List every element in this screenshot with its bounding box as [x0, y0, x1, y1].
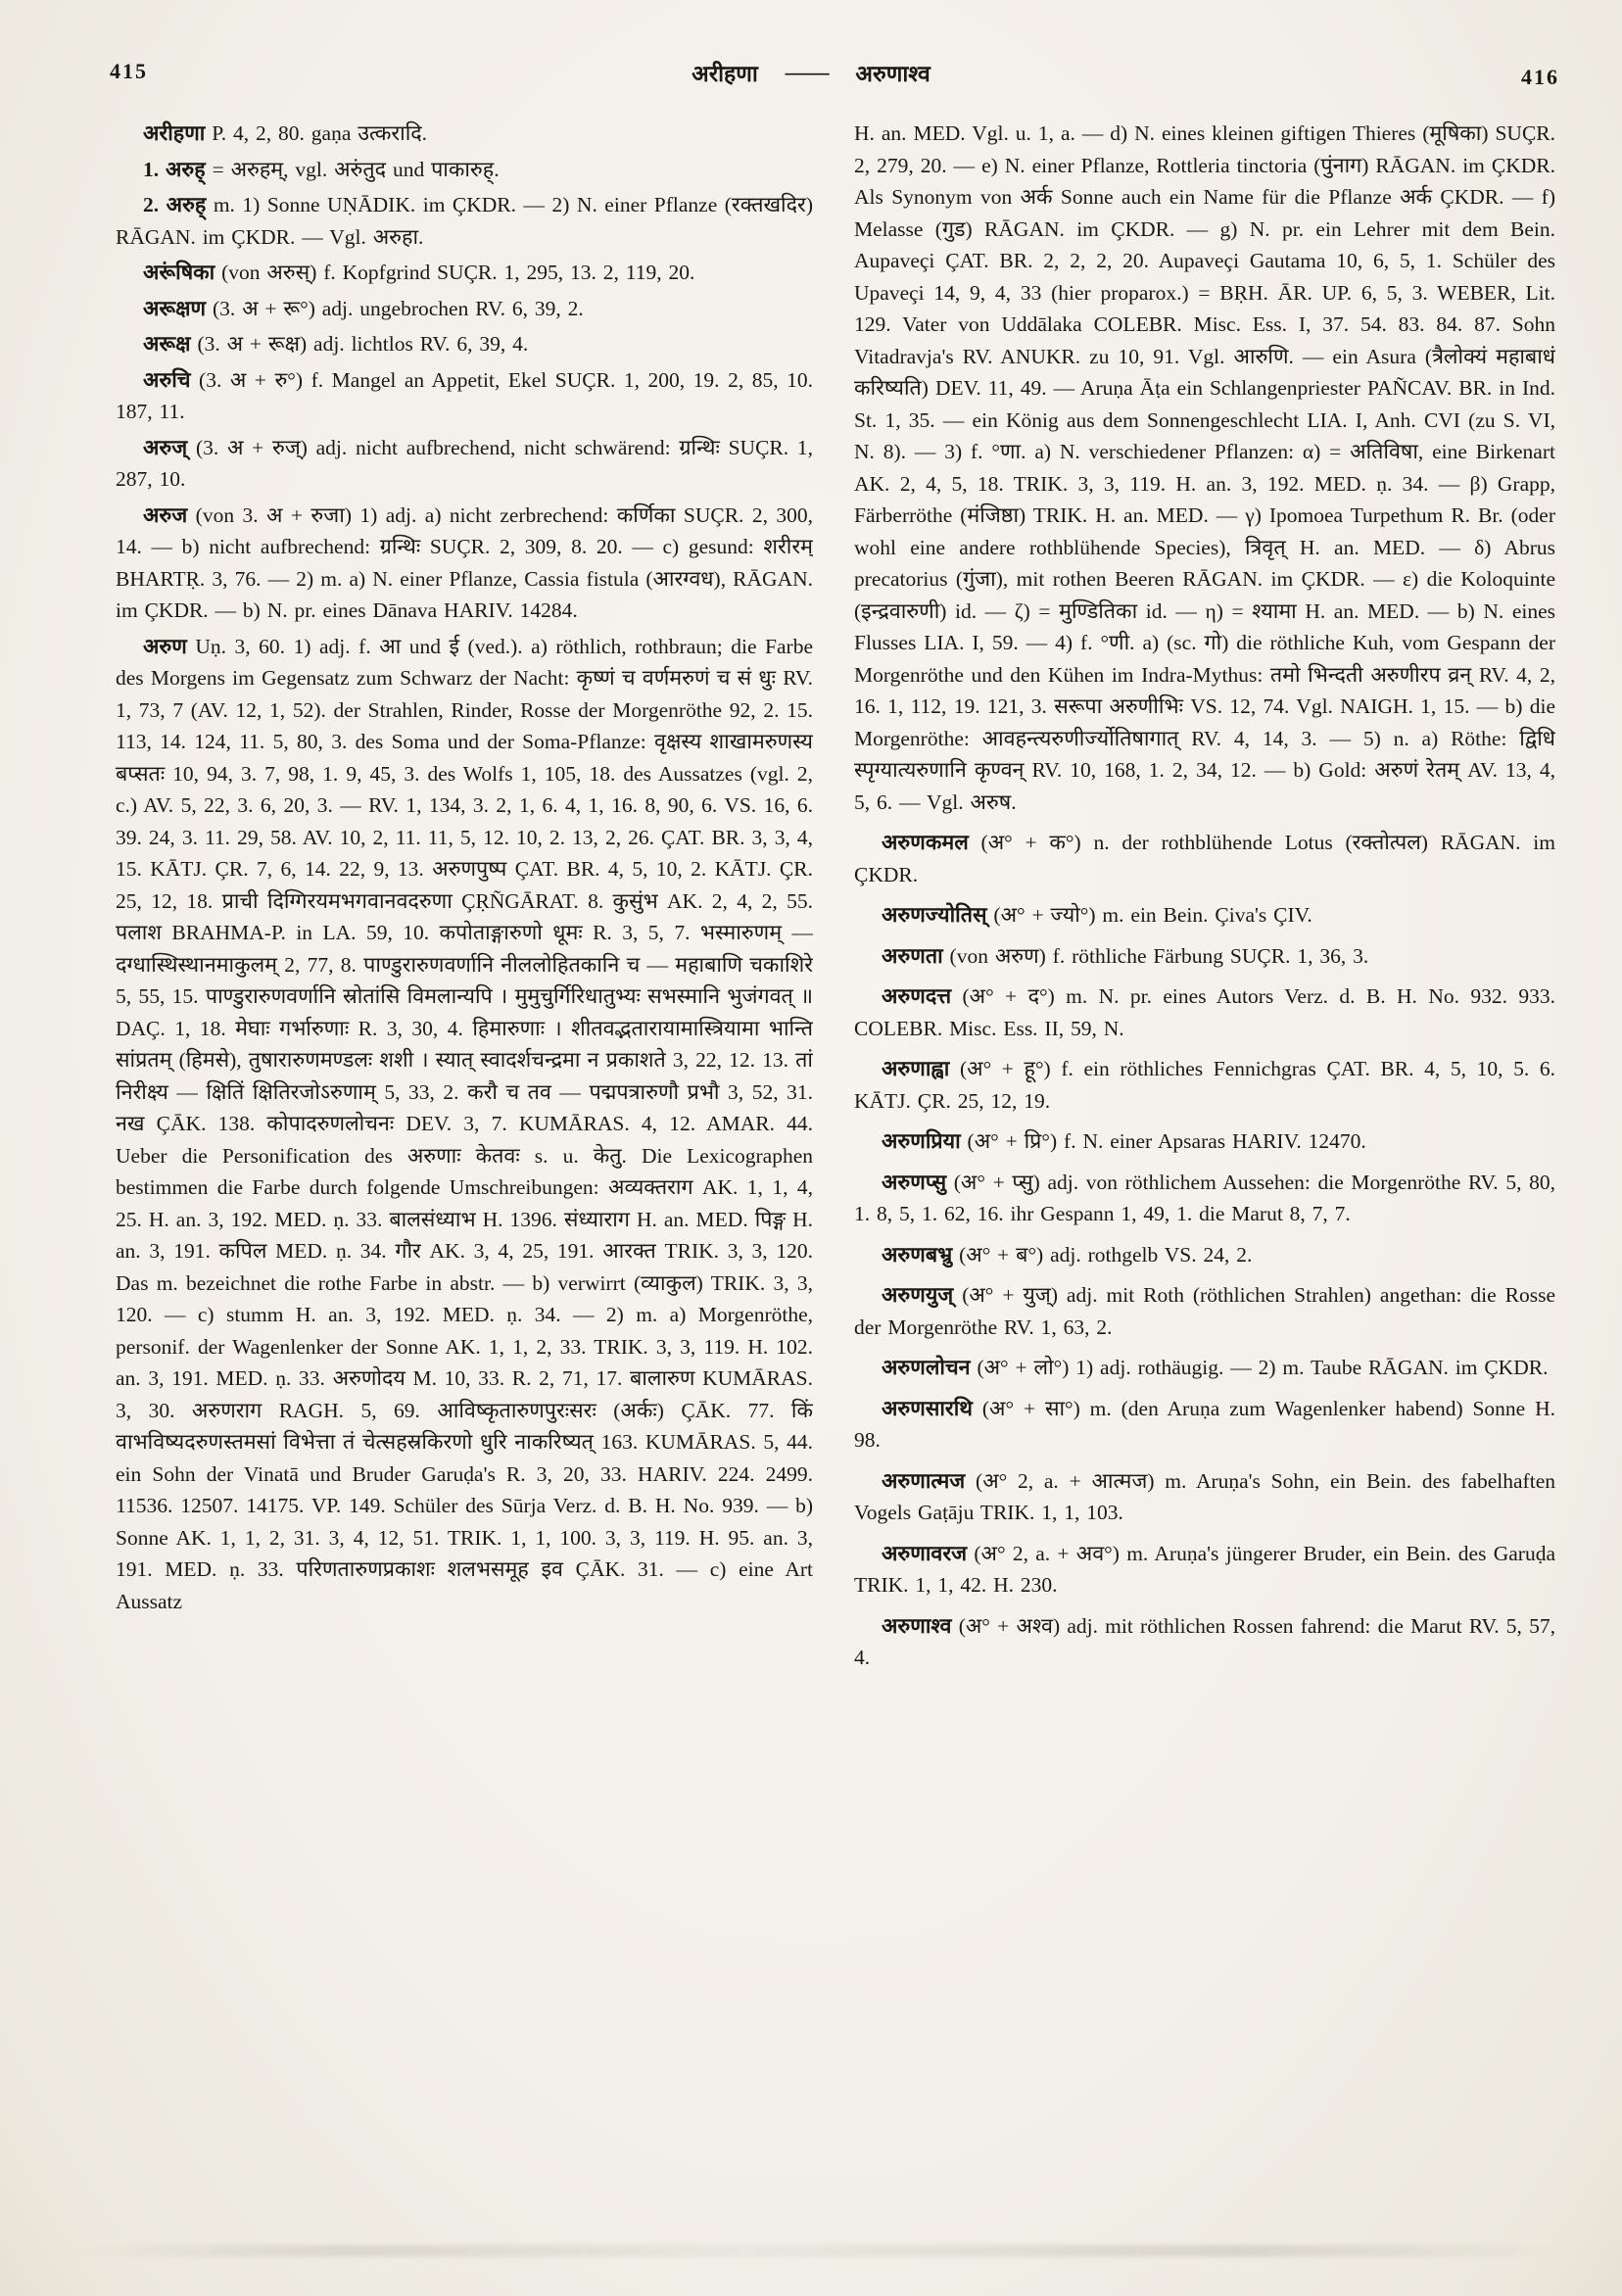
- dictionary-entry: अरुचि (3. अ + रु°) f. Mangel an Appetit, Ekel SUÇR. 1, 200, 19. 2, 85, 10. 187, 11.: [116, 367, 813, 423]
- dictionary-entry: अरुण Uṇ. 3, 60. 1) adj. f. आ und ई (ved.). a) röthlich, rothbraun; die Farbe des Morgens im Gegensatz zum Schwarz der Nacht: कृष्णं च वर्णमरुणं च सं धुः RV. 1, 73, 7 (AV. 12, 1, 52). der Strahlen, Rinder, Rosse der Morgenröthe 92, 2. 15. 113, 14. 124, 11. 5, 80, 3. des Soma und der Soma-Pflanze: वृक्षस्य शाखामरुणस्य बप्सतः 10, 94, 3. 7, 98, 1. 9, 45, 3. des Wolfs 1, 105, 18. des Aussatzes (vgl. 2, c.) AV. 5, 22, 3. 6, 20, 3. — RV. 1, 134, 3. 2, 1, 6. 4, 1, 16. 8, 90, 6. VS. 16, 6. 39. 24, 3. 11. 29, 58. AV. 10, 2, 11. 11, 5, 12. 10, 2. 13, 2, 26. ÇAT. BR. 3, 3, 4, 15. KĀTJ. ÇR. 7, 6, 14. 22, 9, 13. अरुणपुष्प ÇAT. BR. 4, 5, 10, 2. KĀTJ. ÇR. 25, 12, 18. प्राची दिग्गिरयमभगवानवदरुणा ÇṚÑGĀRAT. 8. कुसुंभ AK. 2, 4, 2, 55. पलाश BRAHMA-P. in LA. 59, 10. कपोताङ्गारुणो धूमः R. 3, 5, 7. भस्मारुणम् — दग्धास्थिस्थानमाकुलम् 2, 77, 8. पाण्डुरारुणवर्णानि नीललोहितकानि च — महाबाणि चकाशिरे 5, 55, 15. पाण्डुरारुणवर्णानि स्रोतांसि विमलान्यपि । मुमुचुर्गिरिधातुभ्यः सभस्मानि भुजंगवत् ॥ DAÇ. 1, 18. मेघाः गर्भारुणाः R. 3, 30, 4. हिमारुणाः । शीतवद्भतारायामास्त्रियामा भान्ति सांप्रतम् (हिमसे), तुषारारुणमण्डलः शशी । स्यात् स्वादर्शचन्द्रमा न प्रकाशते 3, 22, 12. 13. तां निरीक्ष्य — क्षितिं क्षितिरजोऽरुणाम् 5, 33, 2. करौ च तव — पद्मपत्रारुणौ प्रभौ 3, 52, 31. नख ÇĀK. 138. कोपादरुणलोचनः DEV. 3, 7. KUMĀRAS. 4, 12. AMAR. 44. Ueber die Personification des अरुणाः केतवः s. u. केतु. Die Lexicographen bestimmen die Farbe durch folgende Umschreibungen: अव्यक्तराग AK. 1, 1, 4, 25. H. an. 3, 192. MED. ṇ. 33. बालसंध्याभ H. 1396. संध्याराग H. an. MED. पिङ्ग H. an. 3, 191. कपिल MED. ṇ. 34. गौर AK. 3, 4, 25, 191. आरक्त TRIK. 3, 3, 120. Das m. bezeichnet die rothe Farbe in abstr. — b) verwirrt (व्याकुल) TRIK. 3, 3, 120. — c) stumm H. an. 3, 192. MED. ṇ. 34. — 2) m. a) Morgenröthe, personif. der Wagenlenker der Sonne AK. 1, 1, 2, 33. TRIK. 3, 3, 119. H. 102. an. 3, 191. MED. ṇ. 33. अरुणोदय M. 10, 33. R. 2, 71, 17. बालारुण KUMĀRAS. 3, 30. अरुणराग RAGH. 5, 69. आविष्कृतारुणपुरःसरः (अर्कः) ÇĀK. 77. किं वाभविष्यदरुणस्तमसां विभेत्ता तं चेत्सहस्रकिरणो धुरि नाकरिष्यत् 163. KUMĀRAS. 5, 44. ein Sohn der Vinatā und Bruder Garuḍa's R. 3, 20, 33. HARIV. 224. 2499. 11536. 12507. 14175. VP. 149. Schüler des Sūrja Verz. d. B. H. No. 939. — b) Sonne AK. 1, 1, 2, 31. 3, 4, 12, 51. TRIK. 1, 1, 100. 3, 3, 119. H. 95. an. 3, 191. MED. ṇ. 33. परिणतारुणप्रकाशः शलभसमूह इव ÇĀK. 31. — c) eine Art Aussatz: [116, 634, 813, 1613]
- headword: अरीहणा: [143, 121, 206, 145]
- headword: अरुणप्रिया: [882, 1129, 961, 1153]
- headword: 1. अरुह्: [143, 157, 206, 181]
- dictionary-entry: अरुणज्योतिस् (अ° + ज्यो°) m. ein Bein. Çiva's ÇIV.: [882, 903, 1312, 927]
- dictionary-entry: अरुणावरज (अ° 2, a. + अव°) m. Aruṇa's jüngerer Bruder, ein Bein. des Garuḍa TRIK. 1, 1, 42. H. 230.: [854, 1541, 1555, 1597]
- headword: अरुणावरज: [882, 1541, 968, 1565]
- running-head: [0, 57, 1622, 92]
- dictionary-entry: H. an. MED. Vgl. u. 1, a. — d) N. eines kleinen giftigen Thieres (मूषिका) SUÇR. 2, 279, 20. — e) N. einer Pflanze, Rottleria tinctoria (पुंनाग) RĀGAN. im ÇKDR. Als Synonym von अर्क Sonne auch ein Name für die Pflanze अर्क ÇKDR. — f) Melasse (गुड) RĀGAN. im ÇKDR. — g) N. pr. ein Lehrer mit dem Bein. Aupaveçi ÇAT. BR. 2, 2, 2, 20. Aupaveçi Gautama 10, 6, 5, 1. Schüler des Upaveçi 14, 9, 4, 33 (hier proparox.) = BṚH. ĀR. UP. 6, 5, 3. WEBER, Lit. 129. Vater von Uddālaka COLEBR. Misc. Ess. I, 37. 54. 83. 84. 87. Sohn Vitadravja's RV. ANUKR. zu 10, 91. Vgl. आरुणि. — ein Asura (त्रैलोक्यं महाबाधं करिष्यति) DEV. 11, 49. — Aruṇa Āṭa ein Schlangenpriester PAÑCAV. BR. in Ind. St. 1, 35. — ein König aus dem Sonnengeschlecht LIA. I, Anh. CVI (zu S. VI, N. 8). — 3) f. °णा. a) N. verschiedener Pflanzen: α) = अतिविषा, eine Birkenart AK. 2, 4, 5, 18. TRIK. 3, 3, 119. H. an. 3, 192. MED. ṇ. 34. — β) Grapp, Färberröthe (मंजिष्ठा) TRIK. H. an. MED. — γ) Ipomoea Turpethum R. Br. (oder wohl eine andere rothblühende Species), त्रिवृत् H. an. MED. — δ) Abrus precatorius (गुंजा), mit rothen Beeren RĀGAN. im ÇKDR. — ε) die Koloquinte (इन्द्रवारुणी) id. — ζ) = मुण्डितिका id. — η) = श्यामा H. an. MED. — b) N. eines Flusses LIA. I, 59. — 4) f. °णी. a) (sc. गो) die röthliche Kuh, vom Gespann der Morgenröthe und den Kühen im Indra-Mythus: तमो भिन्दती अरुणीरप व्रन् RV. 4, 2, 16. 1, 112, 19. 121, 3. सरूपा अरुणीभिः VS. 12, 74. Vgl. NAIGH. 1, 15. — b) die Morgenröthe: आवहन्त्यरुणीर्ज्योतिषागात् RV. 4, 14, 3. — 5) n. a) Röthe: द्विधि स्पृग्यात्यरुणानि कृण्वन् RV. 10, 168, 1. 2, 34, 12. — b) Gold: अरुणं रेतम् AV. 13, 4, 5, 6. — Vgl. अरुष.: [854, 121, 1555, 814]
- dictionary-entry: अरुणयुज् (अ° + युज्) adj. mit Roth (röthlichen Strahlen) angethan: die Rosse der Morgenröthe RV. 1, 63, 2.: [854, 1283, 1555, 1339]
- headword: अरुणसारथि: [882, 1396, 974, 1420]
- dictionary-entry: अरुणलोचन (अ° + लो°) 1) adj. rothäugig. — 2) m. Taube RĀGAN. im ÇKDR.: [882, 1356, 1549, 1379]
- right-column: [854, 118, 1555, 2263]
- headword: 2. अरुह्: [143, 193, 207, 216]
- page-number-right: 416: [1521, 65, 1559, 89]
- dictionary-entry: अरुज (von 3. अ + रुजा) 1) adj. a) nicht zerbrechend: कर्णिका SUÇR. 2, 300, 14. — b) nicht aufbrechend: ग्रन्थिः SUÇR. 2, 309, 8. 20. — c) gesund: शरीरम् BHARTṚ. 3, 76. — 2) m. a) N. einer Pflanze, Cassia fistula (आरग्वध), RĀGAN. im ÇKDR. — b) N. pr. eines Dānava HARIV. 14284.: [116, 502, 813, 622]
- dictionary-entry: अरुणसारथि (अ° + सा°) m. (den Aruṇa zum Wagenlenker habend) Sonne H. 98.: [854, 1396, 1555, 1452]
- dictionary-entry: अरुणता (von अरुण) f. röthliche Färbung SUÇR. 1, 36, 3.: [882, 943, 1369, 968]
- dictionary-entry: अरूक्षण (3. अ + रू°) adj. ungebrochen RV. 6, 39, 2.: [143, 296, 584, 320]
- headword: अरूंषिका: [143, 261, 215, 284]
- dictionary-entry: अरुणात्मज (अ° 2, a. + आत्मज) m. Aruṇa's Sohn, ein Bein. des fabelhaften Vogels Gaṭāju TRIK. 1, 1, 103.: [854, 1468, 1555, 1524]
- dictionary-entry: अरीहणा P. 4, 2, 80. gaṇa उत्करादि.: [143, 121, 428, 145]
- headword: अरुण: [143, 634, 187, 658]
- headword: अरुणज्योतिस्: [882, 903, 987, 927]
- dictionary-entry: अरूक्ष (3. अ + रूक्ष) adj. lichtlos RV. 6, 39, 4.: [143, 332, 529, 356]
- headword: अरुणलोचन: [882, 1356, 971, 1379]
- dictionary-entry: अरुणप्सु (अ° + प्सु) adj. von röthlichem Aussehen: die Morgenröthe RV. 5, 80, 1. 8, 5, 1. 62, 16. ihr Gespann 1, 49, 1. die Marut 8, 7, 7.: [854, 1170, 1555, 1225]
- headword: अरुणात्मज: [882, 1468, 966, 1493]
- headword: अरुणाह्वा: [882, 1057, 950, 1080]
- headword: अरुणदत्त: [882, 984, 952, 1008]
- headword: अरुचि: [143, 367, 191, 392]
- dictionary-entry: अरूंषिका (von अरुस्) f. Kopfgrind SUÇR. 1, 295, 13. 2, 119, 20.: [143, 261, 695, 284]
- headword: अरूक्षण: [143, 296, 207, 320]
- dictionary-entry: अरुणप्रिया (अ° + प्रि°) f. N. einer Apsaras HARIV. 12470.: [882, 1129, 1366, 1153]
- headword: अरुणकमल: [882, 831, 969, 854]
- dictionary-entry: अरुणकमल (अ° + क°) n. der rothblühende Lotus (रक्तोत्पल) RĀGAN. im ÇKDR.: [854, 831, 1555, 886]
- running-head-separator: ——: [785, 60, 829, 84]
- dictionary-entry: अरुज् (3. अ + रुज्) adj. nicht aufbrechend, nicht schwärend: ग्रन्थिः SUÇR. 1, 287, 10.: [116, 435, 813, 491]
- headword: अरुज्: [143, 435, 188, 459]
- headword: अरुज: [143, 502, 188, 527]
- running-head-title: [0, 57, 1622, 88]
- page-number-left: 415: [110, 59, 148, 83]
- dictionary-entry: अरुणाह्वा (अ° + हू°) f. ein röthliches Fennichgras ÇAT. BR. 4, 5, 10, 5. 6. KĀTJ. ÇR. 25, 12, 19.: [854, 1057, 1555, 1113]
- headword: अरूक्ष: [143, 332, 191, 356]
- headword: अरुणाश्व: [882, 1613, 952, 1638]
- dictionary-entry: 1. अरुह् = अरुहम्, vgl. अरुंतुद und पाकारुह्.: [143, 157, 500, 181]
- dictionary-entry: अरुणदत्त (अ° + द°) m. N. pr. eines Autors Verz. d. B. H. No. 932. 933. COLEBR. Misc. Ess. II, 59, N.: [854, 984, 1555, 1040]
- running-head-first-word: अरीहणा: [692, 62, 758, 86]
- running-head-last-word: अरुणाश्व: [855, 62, 930, 86]
- left-column: [116, 118, 813, 2263]
- headword: अरुणयुज्: [882, 1283, 954, 1307]
- dictionary-entry: अरुणाश्व (अ° + अश्व) adj. mit röthlichen Rossen fahrend: die Marut RV. 5, 57, 4.: [854, 1613, 1555, 1669]
- headword: अरुणता: [882, 943, 943, 968]
- headword: अरुणप्सु: [882, 1170, 947, 1194]
- dictionary-entry: अरुणबभ्रु (अ° + ब°) adj. rothgelb VS. 24, 2.: [882, 1242, 1253, 1267]
- scan-smudge-artifact: [78, 2245, 1563, 2257]
- headword: अरुणबभ्रु: [882, 1242, 953, 1267]
- dictionary-entry: 2. अरुह् m. 1) Sonne UṆĀDIK. im ÇKDR. — 2) N. einer Pflanze (रक्तखदिर) RĀGAN. im ÇKDR. — Vgl. अरुहा.: [116, 193, 813, 249]
